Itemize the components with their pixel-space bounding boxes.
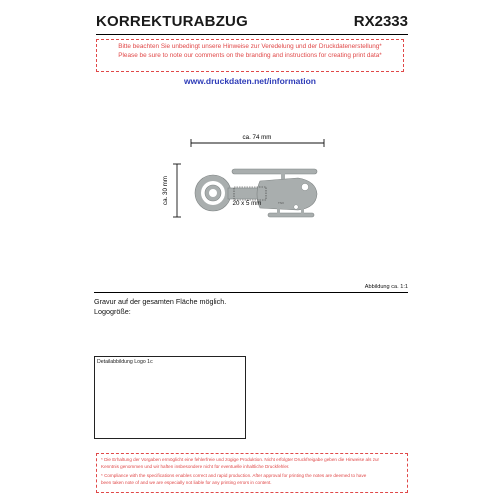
product-drawing <box>150 126 340 226</box>
logo-detail-label: Detailabbildung Logo 1c <box>97 359 153 365</box>
engraving-note: Gravur auf der gesamten Fläche möglich. <box>94 297 227 306</box>
print-data-link[interactable]: www.druckdaten.net/information <box>184 76 316 86</box>
notice-english: Please be sure to note our comments on the branding and instructions for creating print data* <box>118 52 382 59</box>
product-code: RX2333 <box>353 13 408 30</box>
footer-german-line-2: Kenntnis genommen und wir haften insbesondere nicht für eventuelle inhaltliche Druckfehler. <box>101 463 290 469</box>
window-icon <box>301 183 308 190</box>
logo-detail-box <box>94 356 246 439</box>
branding-area-label: 20 x 5 mm <box>232 200 262 207</box>
footer-german-line-1: * Die Erhaltung der Vorgaben ermöglicht eine fehlerfreie und zügige Produktion. Nicht erfolgter Druckfreigabe geben die Hinweise als zur <box>101 457 380 462</box>
svg-text:TNX: TNX <box>278 201 284 205</box>
liability-notice-box <box>96 453 408 493</box>
height-dimension-label: ca. 30 mm <box>162 176 169 205</box>
footer-english-line-2: been taken note of and we are especially not liable for any printing errors in content. <box>101 479 272 485</box>
width-dimension-label: ca. 74 mm <box>242 134 272 141</box>
scale-label: Abbildung ca. 1:1 <box>364 284 408 290</box>
document-title: KORREKTURABZUG <box>96 13 248 30</box>
header-divider <box>96 34 408 35</box>
notice-german: Bitte beachten Sie unbedingt unsere Hinweise zur Veredelung und der Druckdatenerstellung* <box>118 43 382 50</box>
logo-size-label: Logogröße: <box>94 307 131 316</box>
print-notice-box <box>96 39 404 72</box>
footer-english-line-1: * Compliance with the specifications enables correct and rapid production. After approval for printing the notes are deemed to have <box>101 473 367 479</box>
scale-divider <box>94 292 408 293</box>
